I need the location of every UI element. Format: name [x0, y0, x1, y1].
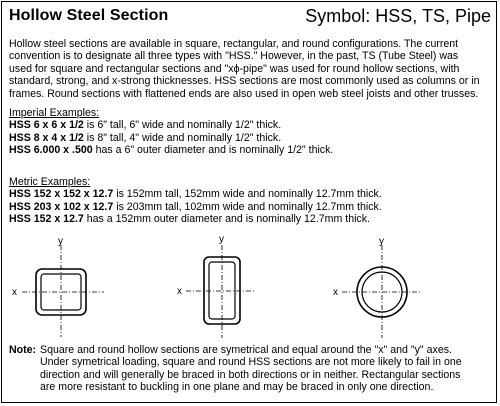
example-code: HSS 203 x 102 x 12.7	[9, 200, 114, 213]
metric-example-row	[9, 213, 493, 225]
example-code: HSS 8 x 4 x 1/2	[9, 131, 84, 144]
y-axis-label: y	[219, 234, 224, 245]
note-line: Under symetrical loading, square and round HSS sections are not more likely to fail in one	[40, 356, 462, 369]
example-desc: has a 6" outer diameter and is nominally 1/2" thick.	[92, 144, 334, 157]
intro-line: Hollow steel sections are available in square, rectangular, and round configurations. The current	[9, 38, 459, 50]
square-section-diagram	[12, 236, 104, 337]
example-desc: is 203mm tall, 102mm wide and nominally 12.7mm thick.	[113, 200, 382, 213]
note-line: are more resistant to buckling in one plane and may be braced in only one direction.	[40, 381, 434, 394]
x-axis-label: x	[177, 286, 182, 297]
y-axis-label: y	[58, 236, 63, 247]
metric-example-row	[9, 201, 493, 213]
note-line: Square and round hollow sections are symetrical and equal around the "x" and "y" axes.	[40, 344, 452, 356]
section-diagrams	[0, 232, 500, 342]
imperial-example-row	[9, 119, 493, 131]
page-title: Hollow Steel Section	[9, 7, 169, 24]
example-desc: is 152mm tall, 152mm wide and nominally 12.7mm thick.	[113, 188, 382, 201]
header	[9, 6, 493, 30]
example-desc: has a 152mm outer diameter and is nominally 12.7mm thick.	[83, 213, 370, 226]
note-label: Note:	[9, 344, 37, 356]
symbol-text: Symbol: HSS, TS, Pipe	[305, 6, 491, 26]
example-desc: is 6" tall, 6" wide and nominally 1/2" thick.	[83, 119, 282, 132]
example-code: HSS 6.000 x .500	[9, 144, 93, 157]
round-section-diagram	[333, 236, 422, 338]
imperial-heading: Imperial Examples:	[9, 107, 100, 119]
imperial-example-row	[9, 144, 493, 156]
example-code: HSS 152 x 12.7	[9, 213, 84, 226]
note-body	[40, 344, 492, 394]
example-desc: is 8" tall, 4" wide and nominally 1/2" thick.	[83, 131, 282, 144]
imperial-example-row	[9, 132, 493, 144]
rectangular-section-diagram	[177, 234, 256, 338]
metric-example-row	[9, 188, 493, 200]
intro-line: convention is to designate all three types with "HSS." However, in the past, TS (Tube Steel) was	[9, 50, 459, 63]
metric-heading: Metric Examples:	[9, 176, 91, 188]
x-axis-label: x	[333, 287, 338, 298]
intro-paragraph	[9, 38, 493, 100]
example-code: HSS 152 x 152 x 12.7	[9, 188, 114, 201]
x-axis-label: x	[12, 287, 17, 298]
intro-line: used for square and rectangular sections and "xϕ-pipe" was used for round hollow sections, with	[9, 62, 460, 75]
note-line: direction and will generally be braced in both directions or in neither. Rectangular sections	[40, 368, 461, 381]
intro-line: standard, strong, and x-strong thicknesses. HSS sections are most commonly used as columns or in	[9, 75, 480, 88]
y-axis-label: y	[379, 236, 384, 247]
intro-line: frames. Round sections with flattened ends are also used in open web steel joists and other trusses.	[9, 87, 479, 100]
example-code: HSS 6 x 6 x 1/2	[9, 119, 84, 132]
metric-examples	[9, 176, 493, 226]
imperial-examples	[9, 107, 493, 157]
